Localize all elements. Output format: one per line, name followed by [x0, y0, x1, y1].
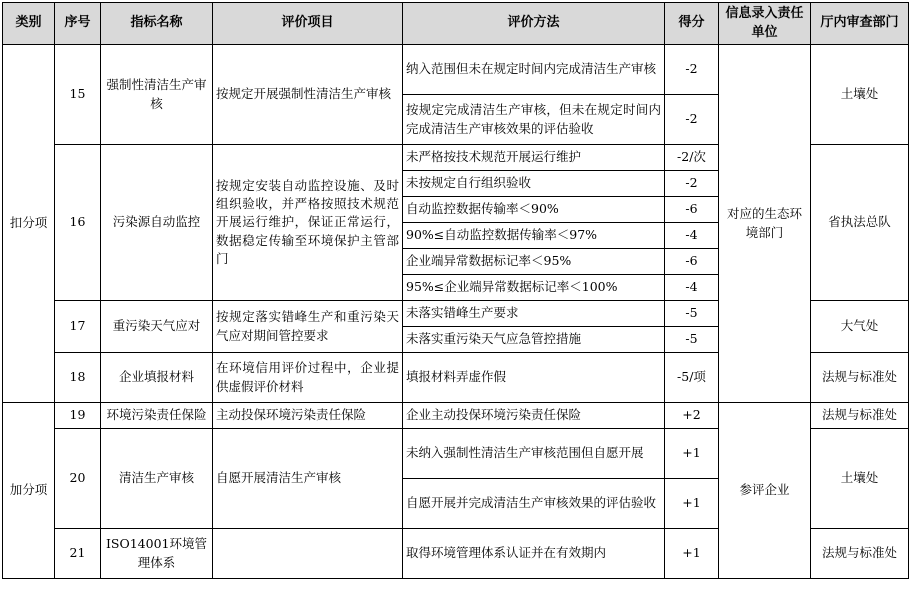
indicator-name: 企业填报材料 — [101, 353, 213, 403]
review-dept: 法规与标准处 — [811, 403, 909, 429]
evaluation-method: 按规定完成清洁生产审核，但未在规定时间内完成清洁生产审核效果的评估验收 — [403, 95, 665, 145]
score: -6 — [665, 197, 719, 223]
header-dept: 厅内审查部门 — [811, 3, 909, 45]
score: -5/项 — [665, 353, 719, 403]
review-dept: 法规与标准处 — [811, 353, 909, 403]
row-number: 16 — [55, 145, 101, 301]
review-dept: 省执法总队 — [811, 145, 909, 301]
evaluation-method: 未按规定自行组织验收 — [403, 171, 665, 197]
category-deduct: 扣分项 — [3, 45, 55, 403]
evaluation-method: 自愿开展并完成清洁生产审核效果的评估验收 — [403, 479, 665, 529]
category-bonus: 加分项 — [3, 403, 55, 579]
row-number: 21 — [55, 529, 101, 579]
indicator-name: 环境污染责任保险 — [101, 403, 213, 429]
header-category: 类别 — [3, 3, 55, 45]
score: -5 — [665, 327, 719, 353]
evaluation-item: 按规定落实错峰生产和重污染天气应对期间管控要求 — [213, 301, 403, 353]
header-number: 序号 — [55, 3, 101, 45]
evaluation-method: 未落实错峰生产要求 — [403, 301, 665, 327]
score: +2 — [665, 403, 719, 429]
header-item: 评价项目 — [213, 3, 403, 45]
score: +1 — [665, 479, 719, 529]
evaluation-method: 95%≤企业端异常数据标记率＜100% — [403, 275, 665, 301]
evaluation-method: 填报材料弄虚作假 — [403, 353, 665, 403]
header-row — [3, 3, 909, 45]
evaluation-method: 未纳入强制性清洁生产审核范围但自愿开展 — [403, 429, 665, 479]
evaluation-item — [213, 529, 403, 579]
evaluation-method: 未落实重污染天气应急管控措施 — [403, 327, 665, 353]
review-dept: 土壤处 — [811, 45, 909, 145]
review-dept: 大气处 — [811, 301, 909, 353]
score: +1 — [665, 429, 719, 479]
row-number: 20 — [55, 429, 101, 529]
score: -2 — [665, 95, 719, 145]
evaluation-method: 企业端异常数据标记率＜95% — [403, 249, 665, 275]
evaluation-item: 自愿开展清洁生产审核 — [213, 429, 403, 529]
evaluation-method: 取得环境管理体系认证并在有效期内 — [403, 529, 665, 579]
evaluation-item: 在环境信用评价过程中，企业提供虚假评价材料 — [213, 353, 403, 403]
evaluation-table — [2, 2, 909, 579]
evaluation-method: 企业主动投保环境污染责任保险 — [403, 403, 665, 429]
score: -2 — [665, 171, 719, 197]
evaluation-item: 按规定安装自动监控设施、及时组织验收，并严格按照技术规范开展运行维护，保证正常运行，数据稳定传输至环境保护主管部门 — [213, 145, 403, 301]
indicator-name: 重污染天气应对 — [101, 301, 213, 353]
header-method: 评价方法 — [403, 3, 665, 45]
score: -5 — [665, 301, 719, 327]
score: +1 — [665, 529, 719, 579]
row-number: 19 — [55, 403, 101, 429]
evaluation-item: 主动投保环境污染责任保险 — [213, 403, 403, 429]
indicator-name: 强制性清洁生产审核 — [101, 45, 213, 145]
header-unit: 信息录入责任单位 — [719, 3, 811, 45]
indicator-name: 清洁生产审核 — [101, 429, 213, 529]
score: -4 — [665, 223, 719, 249]
header-indicator: 指标名称 — [101, 3, 213, 45]
review-dept: 法规与标准处 — [811, 529, 909, 579]
indicator-name: ISO14001环境管理体系 — [101, 529, 213, 579]
evaluation-method: 90%≤自动监控数据传输率＜97% — [403, 223, 665, 249]
header-score: 得分 — [665, 3, 719, 45]
review-dept: 土壤处 — [811, 429, 909, 529]
score: -6 — [665, 249, 719, 275]
evaluation-method: 未严格按技术规范开展运行维护 — [403, 145, 665, 171]
table-row — [3, 45, 909, 95]
table-row — [3, 403, 909, 429]
row-number: 18 — [55, 353, 101, 403]
score: -2 — [665, 45, 719, 95]
row-number: 17 — [55, 301, 101, 353]
score: -4 — [665, 275, 719, 301]
responsible-unit: 参评企业 — [719, 403, 811, 579]
responsible-unit: 对应的生态环境部门 — [719, 45, 811, 403]
evaluation-item: 按规定开展强制性清洁生产审核 — [213, 45, 403, 145]
row-number: 15 — [55, 45, 101, 145]
indicator-name: 污染源自动监控 — [101, 145, 213, 301]
evaluation-method: 自动监控数据传输率＜90% — [403, 197, 665, 223]
evaluation-method: 纳入范围但未在规定时间内完成清洁生产审核 — [403, 45, 665, 95]
score: -2/次 — [665, 145, 719, 171]
